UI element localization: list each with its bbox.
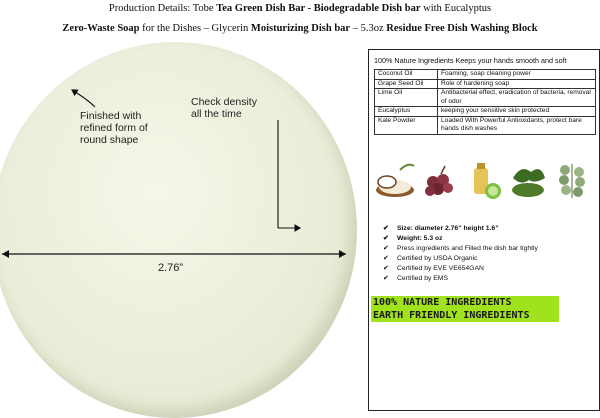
ingredient-row (375, 107, 596, 117)
spec-item (379, 254, 538, 264)
spec-text: Weight: 5.3 oz (397, 235, 443, 242)
spec-text: Size: diameter 2.76” height 1.6” (397, 225, 499, 232)
spec-item (379, 274, 538, 284)
ingredient-name: Eucalyptus (375, 107, 438, 117)
banner-nature: 100% NATURE INGREDIENTS (371, 296, 559, 309)
finished-line-1: Finished with (80, 110, 142, 122)
spec-item (379, 244, 538, 254)
title-segment: Moisturizing Dish bar (250, 23, 351, 34)
coconut-icon (374, 160, 416, 200)
finished-line-2: refined form of (80, 122, 148, 134)
spec-item (379, 264, 538, 274)
spec-item (379, 234, 538, 244)
checkmark-icon: ✔ (383, 265, 389, 272)
ingredient-row (375, 70, 596, 80)
checkmark-icon: ✔ (383, 275, 389, 282)
ingredients-table (374, 69, 596, 135)
density-annotation (191, 96, 257, 120)
banner-earth: EARTH FRIENDLY INGREDIENTS (371, 309, 559, 322)
spec-text: Certified by USDA Organic (397, 255, 478, 262)
finished-arrow (72, 90, 95, 107)
intro-text: 100% Nature Ingredients Keeps your hands smooth and soft (374, 56, 567, 65)
title-segment: Residue Free Dish Washing Block (386, 23, 538, 34)
ingredient-photos (374, 160, 596, 202)
kale-powder-icon (507, 160, 549, 200)
ingredient-benefit: Antibacterial effect, eradication of bacteria, removal of odor (438, 89, 596, 107)
finished-line-3: round shape (80, 134, 139, 146)
title-segment: Production Details: Tobe (108, 3, 217, 14)
spec-text: Press ingredients and Filled the dish bar tightly (397, 245, 538, 252)
ingredient-benefit: keeping your sensitive skin protected (438, 107, 596, 117)
ingredient-benefit: Loaded With Powerful Antioxidants, protect bare hands dish washes (438, 116, 596, 134)
eucalyptus-icon (551, 160, 593, 200)
ingredients-panel (368, 49, 600, 411)
ingredient-name: Coconut Oil (375, 70, 438, 80)
spec-item (379, 224, 538, 234)
grapes-icon (419, 160, 461, 200)
ingredient-name: Grape Seed Oil (375, 79, 438, 89)
ingredient-benefit: Foaming, soap cleaning power (438, 70, 596, 80)
title-segment: for the Dishes – Glycerin (139, 23, 251, 34)
checkmark-icon: ✔ (383, 245, 389, 252)
spec-text: Certified by EMS (397, 275, 448, 282)
spec-text: Certified by EVE VE654GAN (397, 265, 484, 272)
ingredient-row (375, 89, 596, 107)
ingredient-name: Kale Powder (375, 116, 438, 134)
specs-list (379, 224, 538, 284)
checkmark-icon: ✔ (383, 255, 389, 262)
title-segment: – 5.3oz (350, 23, 387, 34)
ingredient-benefit: Role of hardening soap (438, 79, 596, 89)
title-segment: Tea Green Dish Bar - Biodegradable Dish bar (216, 3, 421, 14)
checkmark-icon: ✔ (383, 235, 389, 242)
title-segment: with Eucalyptus (420, 3, 492, 14)
ingredient-name: Lime Oil (375, 89, 438, 107)
finished-annotation (80, 110, 148, 146)
density-line-1: Check density (191, 96, 257, 108)
diameter-label: 2.76” (158, 262, 184, 274)
ingredient-row (375, 116, 596, 134)
title-segment: Zero-Waste Soap (62, 23, 140, 34)
lime-oil-icon (463, 160, 505, 200)
checkmark-icon: ✔ (383, 225, 389, 232)
ingredient-row (375, 79, 596, 89)
density-line-2: all the time (191, 108, 242, 120)
